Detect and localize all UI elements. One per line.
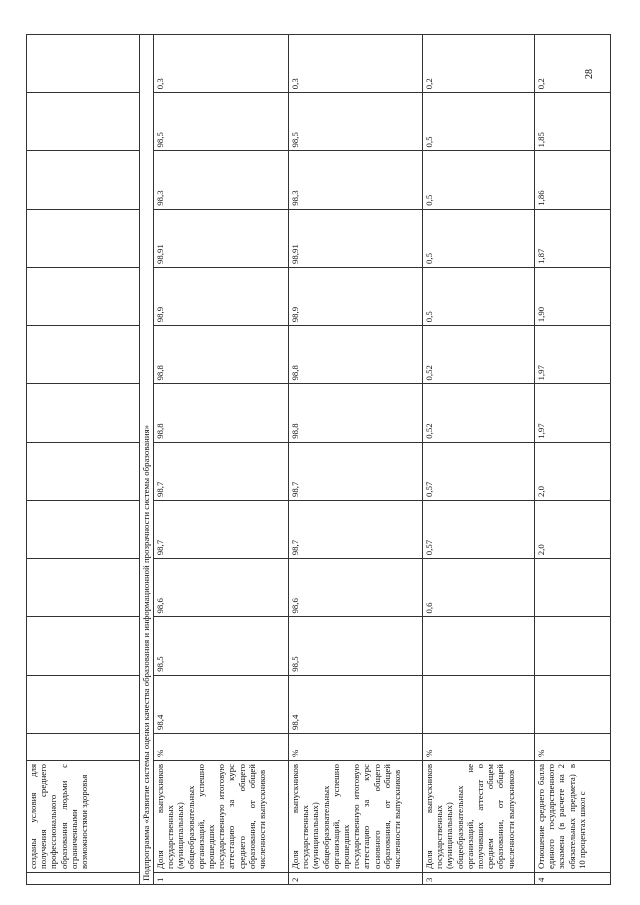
value-cell: 98,3	[154, 151, 289, 209]
value-cell: 98,6	[154, 559, 289, 617]
value-cell: 0,5	[423, 93, 535, 151]
indicator-unit: %	[154, 734, 289, 761]
value-cell: 98,5	[154, 93, 289, 151]
value-cell	[535, 675, 611, 733]
indicator-unit	[27, 734, 140, 761]
row-number: 3	[423, 873, 535, 885]
value-cell	[27, 442, 140, 500]
indicator-name: Доля выпускников государственных (муниципальных) общеобразовательных организаций, успешно прошедших государственную итоговую аттестацию за курс основного общего образования, от общей численности выпускников	[289, 761, 423, 873]
value-cell	[27, 209, 140, 267]
value-cell	[423, 675, 535, 733]
value-cell	[27, 268, 140, 326]
value-cell: 98,6	[289, 559, 423, 617]
value-cell: 0,5	[423, 209, 535, 267]
value-cell	[27, 617, 140, 675]
value-cell: 0,2	[535, 35, 611, 93]
value-cell: 98,5	[154, 617, 289, 675]
value-cell: 1,90	[535, 268, 611, 326]
value-cell: 0,2	[423, 35, 535, 93]
value-cell: 98,8	[154, 384, 289, 442]
indicator-unit: %	[535, 734, 611, 761]
value-cell: 98,5	[289, 617, 423, 675]
value-cell: 1,87	[535, 209, 611, 267]
value-cell: 98,3	[289, 151, 423, 209]
value-cell	[27, 559, 140, 617]
value-cell: 98,4	[154, 675, 289, 733]
value-cell: 1,97	[535, 384, 611, 442]
value-cell: 0,5	[423, 268, 535, 326]
value-cell: 98,8	[289, 326, 423, 384]
value-cell: 98,4	[289, 675, 423, 733]
value-cell: 98,9	[154, 268, 289, 326]
value-cell	[27, 384, 140, 442]
value-cell: 1,86	[535, 151, 611, 209]
value-cell	[27, 35, 140, 93]
value-cell: 0,3	[289, 35, 423, 93]
indicator-name: Отношение среднего балла единого государственного экзамена (в расчете на 2 обязательных предмета) в 10 процентах школ с	[535, 761, 611, 873]
indicator-table-rotated	[26, 34, 587, 885]
table-row	[154, 35, 289, 885]
value-cell: 0,3	[154, 35, 289, 93]
indicator-name: созданы условия для получения среднего профессионального образования людьми с ограниченными возможностями здоровья	[27, 761, 140, 873]
value-cell	[27, 501, 140, 559]
indicator-unit: %	[289, 734, 423, 761]
value-cell	[27, 326, 140, 384]
value-cell	[535, 559, 611, 617]
indicator-unit: %	[423, 734, 535, 761]
value-cell: 98,91	[289, 209, 423, 267]
row-number	[27, 873, 140, 885]
value-cell: 0,57	[423, 501, 535, 559]
value-cell	[535, 617, 611, 675]
table-row	[423, 35, 535, 885]
value-cell: 0,6	[423, 559, 535, 617]
subprogram-row	[140, 35, 154, 885]
value-cell: 98,5	[289, 93, 423, 151]
indicator-name: Доля выпускников государственных (муниципальных) общеобразовательных организаций, успешно прошедших государственную итоговую аттестацию за курс среднего общего образования, от общей численности выпускников	[154, 761, 289, 873]
value-cell	[27, 93, 140, 151]
page-number: 28	[584, 69, 595, 79]
row-number: 4	[535, 873, 611, 885]
value-cell	[27, 151, 140, 209]
table-row	[289, 35, 423, 885]
value-cell: 0,52	[423, 384, 535, 442]
value-cell: 2,0	[535, 442, 611, 500]
value-cell: 98,8	[289, 384, 423, 442]
value-cell: 1,97	[535, 326, 611, 384]
indicator-table	[26, 34, 611, 885]
value-cell: 0,5	[423, 151, 535, 209]
value-cell: 0,52	[423, 326, 535, 384]
row-number: 2	[289, 873, 423, 885]
subprogram-title: Подпрограмма «Развитие системы оценки качества образования и информационной прозрачности системы образования»	[140, 35, 154, 885]
row-number: 1	[154, 873, 289, 885]
value-cell: 98,8	[154, 326, 289, 384]
value-cell	[27, 675, 140, 733]
value-cell: 98,91	[154, 209, 289, 267]
table-row	[27, 35, 140, 885]
table-row	[535, 35, 611, 885]
indicator-name: Доля выпускников государственных (муниципальных) общеобразовательных организаций, не получивших аттестат о среднем общем образовании, от общей численности выпускников	[423, 761, 535, 873]
value-cell: 2,0	[535, 501, 611, 559]
value-cell	[423, 617, 535, 675]
value-cell: 98,9	[289, 268, 423, 326]
value-cell: 0,57	[423, 442, 535, 500]
value-cell: 98,7	[154, 501, 289, 559]
value-cell: 98,7	[154, 442, 289, 500]
value-cell: 98,7	[289, 501, 423, 559]
value-cell: 1,85	[535, 93, 611, 151]
value-cell: 98,7	[289, 442, 423, 500]
